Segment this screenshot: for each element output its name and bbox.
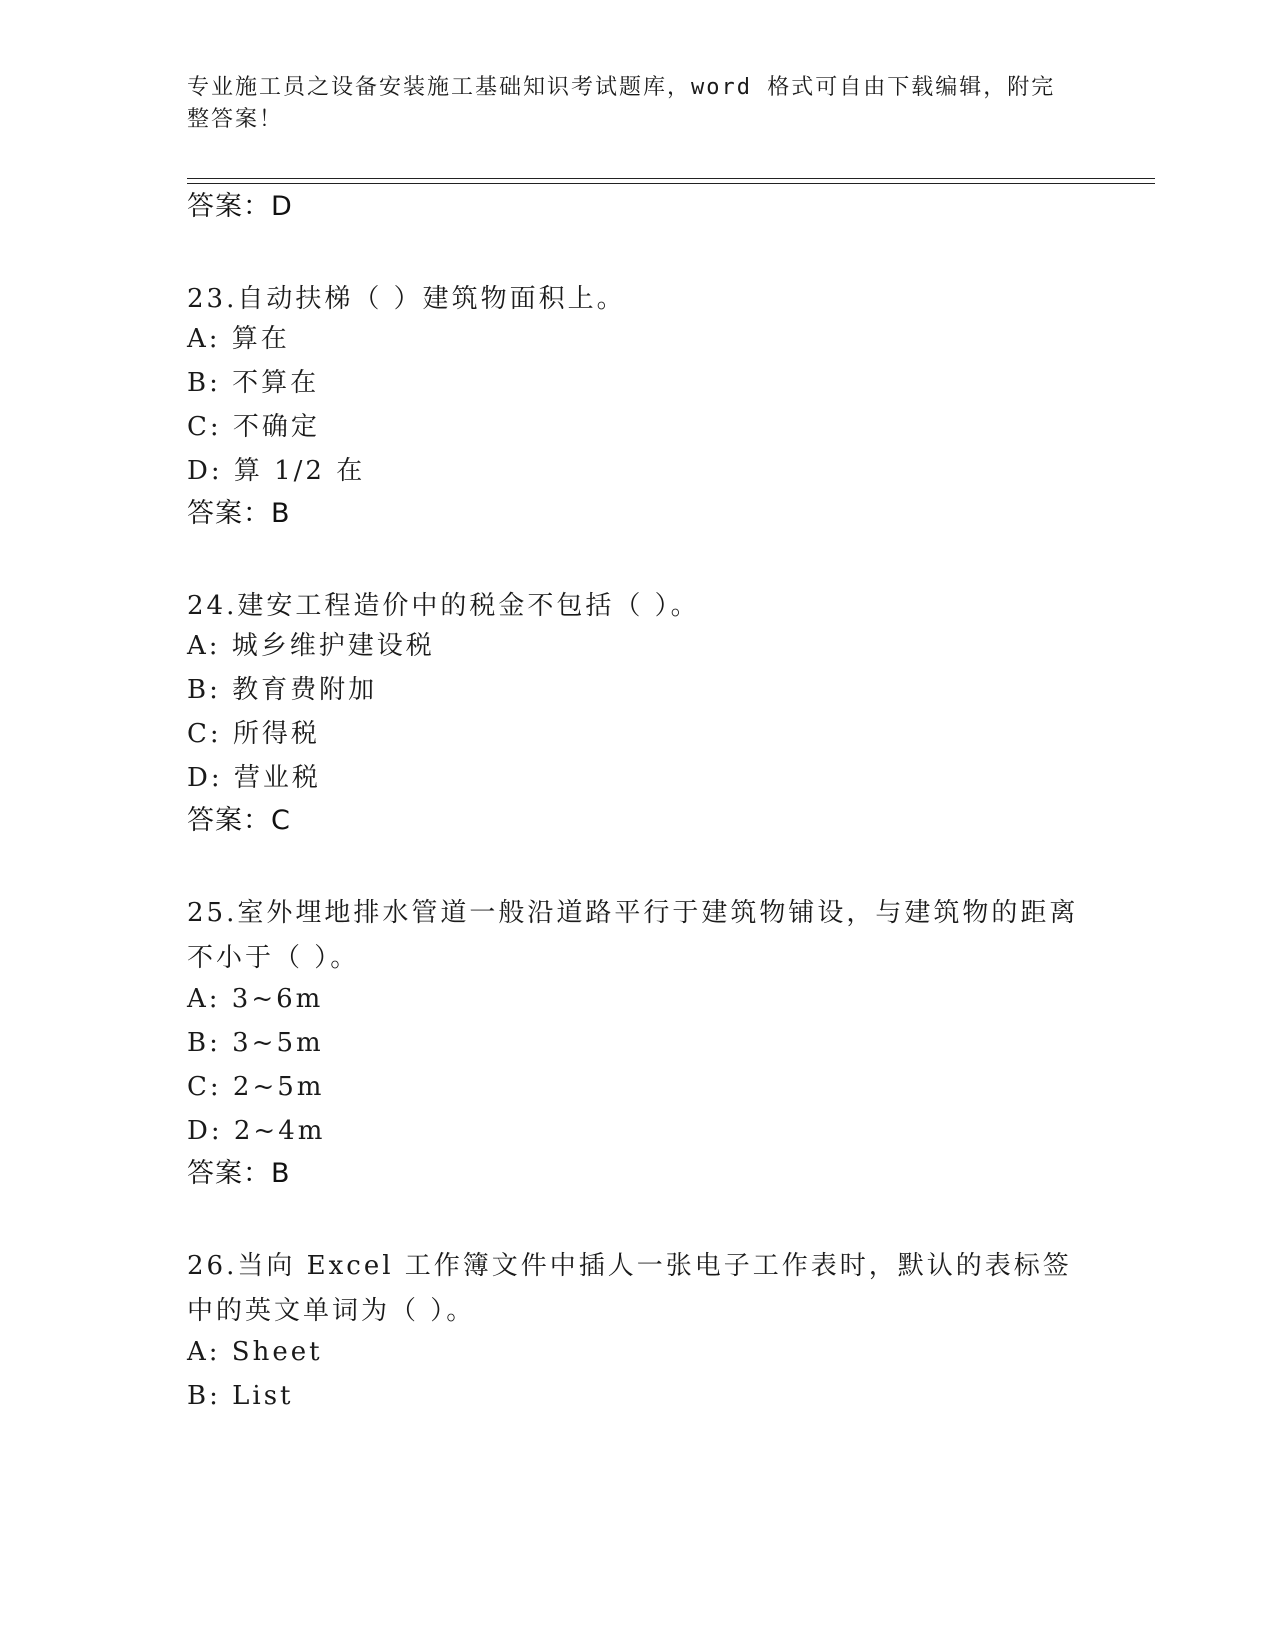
q25-answer: 答案：B <box>187 1158 291 1189</box>
question-25: 25.室外埋地排水管道一般沿道路平行于建筑物铺设，与建筑物的距离不小于（ ）。 <box>187 898 1079 973</box>
q24-answer: 答案：C <box>187 805 291 836</box>
q24-option-b: B: 教育费附加 <box>187 675 378 705</box>
q23-option-c: C: 不确定 <box>187 412 320 442</box>
q23-option-d: D: 算 1/2 在 <box>187 456 366 486</box>
question-23: 23.自动扶梯（ ）建筑物面积上。 <box>187 284 626 314</box>
q23-option-b: B: 不算在 <box>187 368 320 398</box>
answer-prev: 答案：D <box>187 191 293 222</box>
q23-answer: 答案：B <box>187 498 291 529</box>
question-24: 24.建安工程造价中的税金不包括（ ）。 <box>187 591 700 621</box>
document-header: 专业施工员之设备安装施工基础知识考试题库，word 格式可自由下载编辑，附完整答案！ <box>187 75 1056 132</box>
q23-option-a: A: 算在 <box>187 324 290 354</box>
q25-option-c: C: 2~5m <box>187 1072 325 1102</box>
q24-option-a: A: 城乡维护建设税 <box>187 631 435 661</box>
q24-option-c: C: 所得税 <box>187 719 320 749</box>
header-rule-top <box>187 178 1155 179</box>
header-rule-bottom <box>187 183 1155 184</box>
q26-option-b: B: List <box>187 1381 294 1411</box>
q25-option-b: B: 3~5m <box>187 1028 324 1058</box>
q25-option-a: A: 3~6m <box>187 984 324 1014</box>
q25-option-d: D: 2~4m <box>187 1116 326 1146</box>
q26-option-a: A: Sheet <box>187 1337 323 1367</box>
q24-option-d: D: 营业税 <box>187 763 321 793</box>
question-26: 26.当向 Excel 工作簿文件中插人一张电子工作表时，默认的表标签中的英文单词为（ ）。 <box>187 1251 1072 1326</box>
